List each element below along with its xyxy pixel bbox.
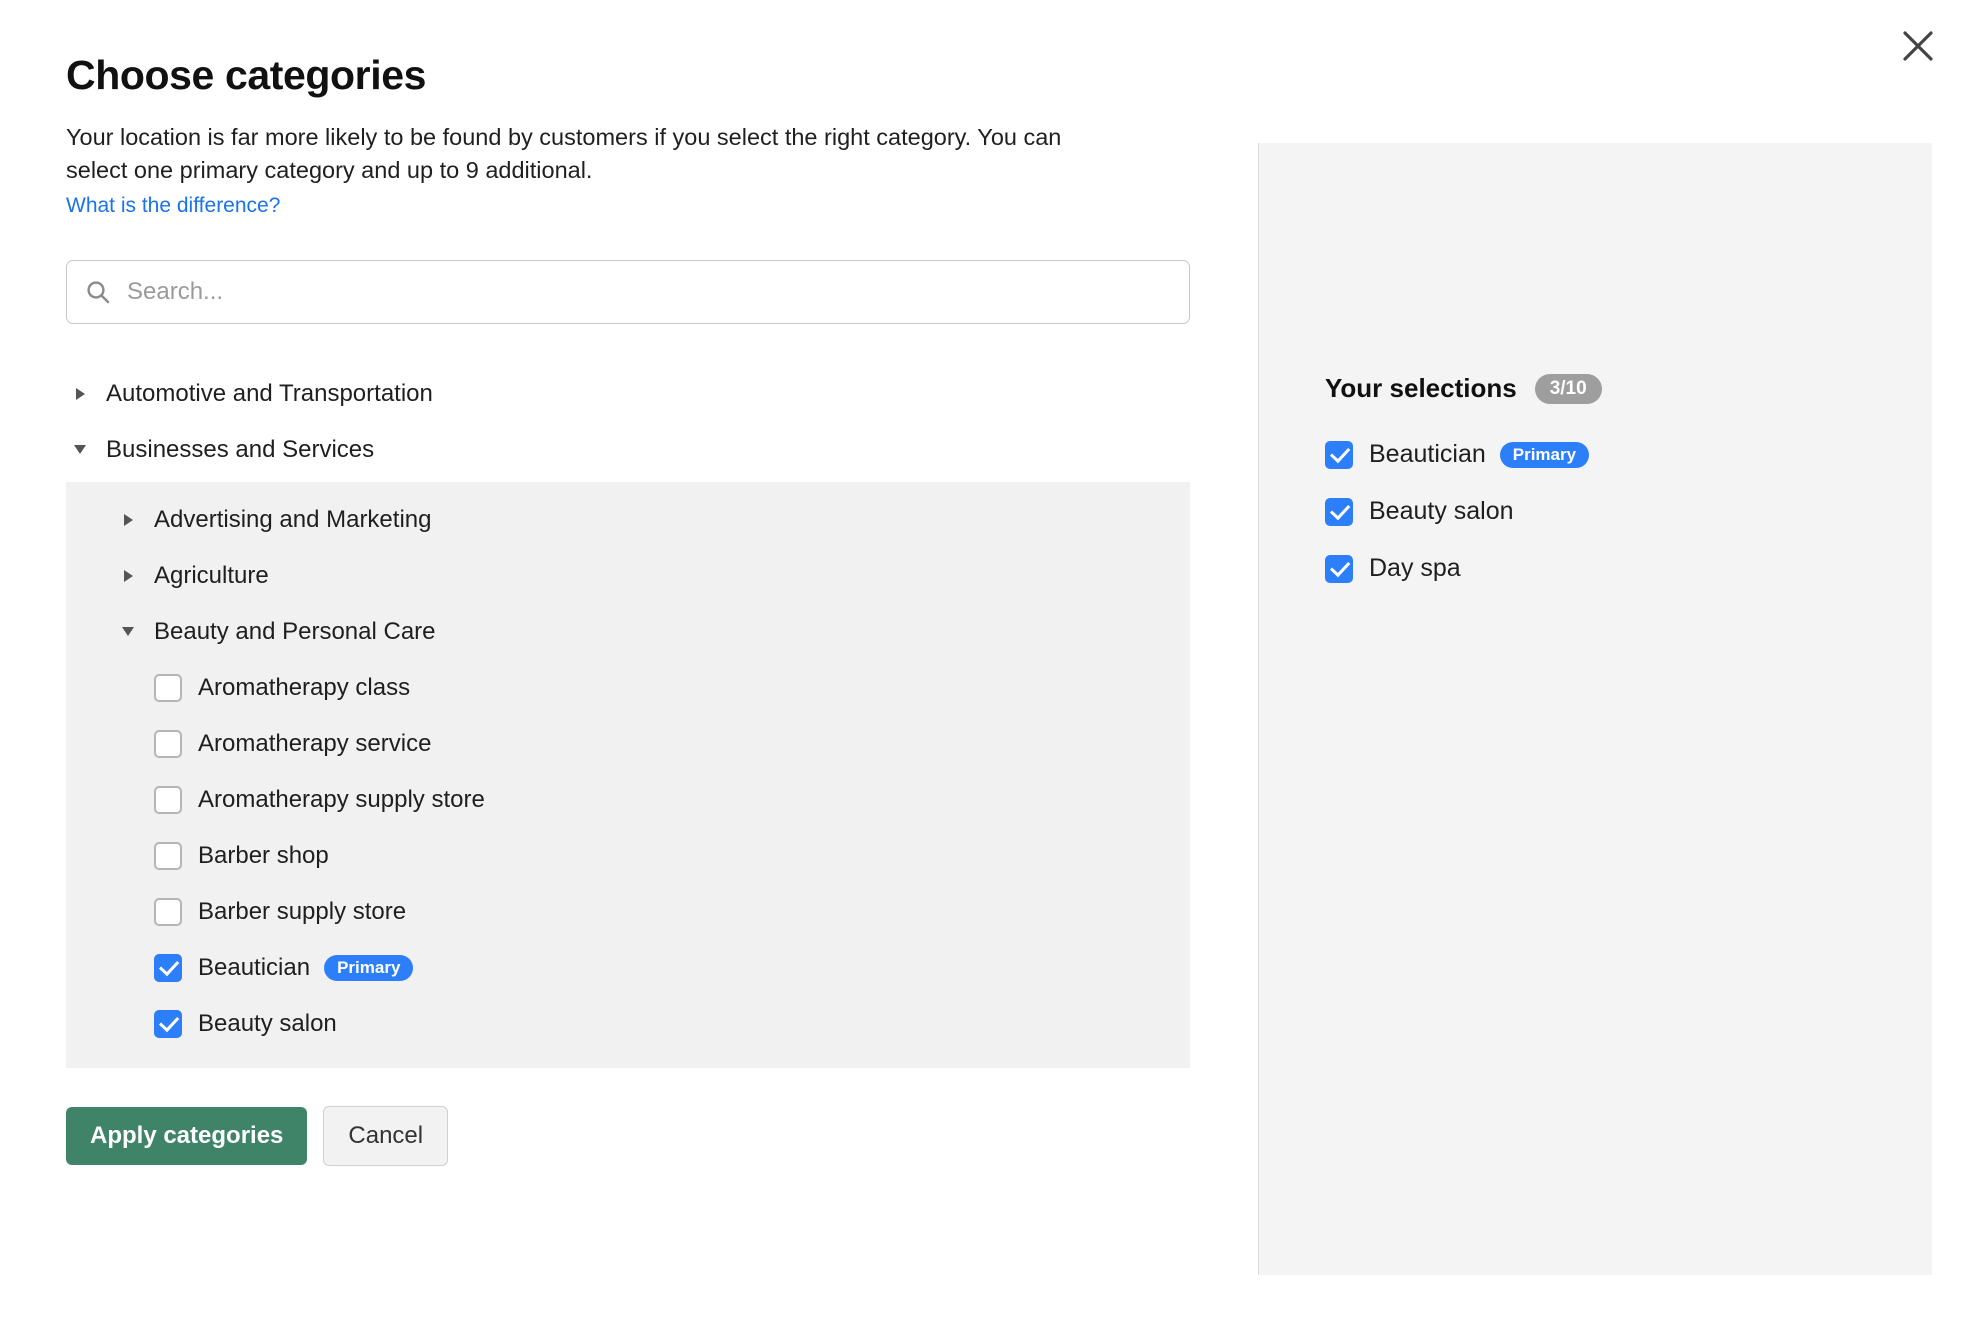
checkbox[interactable]	[154, 1010, 182, 1038]
page-title: Choose categories	[66, 52, 427, 98]
tree-group-label: Agriculture	[154, 561, 269, 589]
checkbox[interactable]	[1325, 441, 1353, 469]
selection-item-day-spa[interactable]	[1325, 540, 1932, 597]
tree-item-label: Barber shop	[198, 841, 329, 869]
checkbox[interactable]	[1325, 555, 1353, 583]
tree-item-label: Aromatherapy service	[198, 729, 432, 757]
search-icon	[85, 279, 111, 305]
selection-item-beautician[interactable]	[1325, 426, 1932, 483]
tree-subpanel	[66, 482, 1190, 1068]
tree-item-aromatherapy-service[interactable]	[66, 716, 1190, 772]
tree-group-label: Businesses and Services	[106, 435, 375, 463]
checkbox[interactable]	[154, 786, 182, 814]
checkbox[interactable]	[154, 730, 182, 758]
tree-item-label: Beautician	[198, 953, 311, 981]
chevron-down-icon[interactable]	[66, 436, 94, 464]
search-box[interactable]	[66, 260, 1190, 324]
tree-item-label: Aromatherapy class	[198, 673, 411, 701]
selection-item-label: Day spa	[1369, 554, 1461, 582]
tree-item-label: Barber supply store	[198, 897, 407, 925]
search-input[interactable]	[125, 277, 1171, 307]
tree-item-aromatherapy-class[interactable]	[66, 660, 1190, 716]
tree-group-advertising-and-marketing[interactable]	[66, 492, 1190, 548]
chevron-right-icon[interactable]	[114, 562, 142, 590]
checkbox[interactable]	[154, 898, 182, 926]
checkbox[interactable]	[1325, 498, 1353, 526]
tree-group-businesses-and-services[interactable]	[66, 422, 1190, 478]
selections-count-badge: 3/10	[1535, 374, 1602, 404]
chevron-down-icon[interactable]	[114, 618, 142, 646]
your-selections-panel	[1258, 143, 1932, 1275]
tree-item-barber-shop[interactable]	[66, 828, 1190, 884]
cancel-button[interactable]: Cancel	[323, 1106, 448, 1166]
tree-item-beautician[interactable]	[66, 940, 1190, 996]
chevron-right-icon[interactable]	[114, 506, 142, 534]
primary-badge: Primary	[1500, 442, 1589, 468]
primary-badge: Primary	[324, 955, 413, 981]
tree-item-aromatherapy-supply-store[interactable]	[66, 772, 1190, 828]
tree-group-automotive-and-transportation[interactable]	[66, 366, 1190, 422]
selections-heading: Your selections	[1325, 373, 1517, 403]
checkbox[interactable]	[154, 842, 182, 870]
selection-item-beauty-salon[interactable]	[1325, 483, 1932, 540]
category-tree	[66, 366, 1190, 1068]
selection-item-label: Beauty salon	[1369, 497, 1514, 525]
tree-item-barber-supply-store[interactable]	[66, 884, 1190, 940]
dialog-description: Your location is far more likely to be found by customers if you select the right category. You can select one primary category and up to 9 additional.	[66, 124, 1062, 184]
tree-group-label: Automotive and Transportation	[106, 379, 433, 407]
tree-item-label: Aromatherapy supply store	[198, 785, 485, 813]
tree-group-beauty-and-personal-care[interactable]	[66, 604, 1190, 660]
chevron-right-icon[interactable]	[66, 380, 94, 408]
apply-categories-button[interactable]: Apply categories	[66, 1107, 307, 1165]
tree-group-agriculture[interactable]	[66, 548, 1190, 604]
tree-item-beauty-salon[interactable]	[66, 996, 1190, 1052]
tree-group-label: Advertising and Marketing	[154, 505, 432, 533]
tree-group-label: Beauty and Personal Care	[154, 617, 436, 645]
tree-item-label: Beauty salon	[198, 1009, 337, 1037]
what-is-the-difference-link[interactable]: What is the difference?	[66, 193, 281, 217]
selections-header	[1325, 373, 1932, 404]
checkbox[interactable]	[154, 674, 182, 702]
selection-item-label: Beautician	[1369, 440, 1486, 468]
checkbox[interactable]	[154, 954, 182, 982]
